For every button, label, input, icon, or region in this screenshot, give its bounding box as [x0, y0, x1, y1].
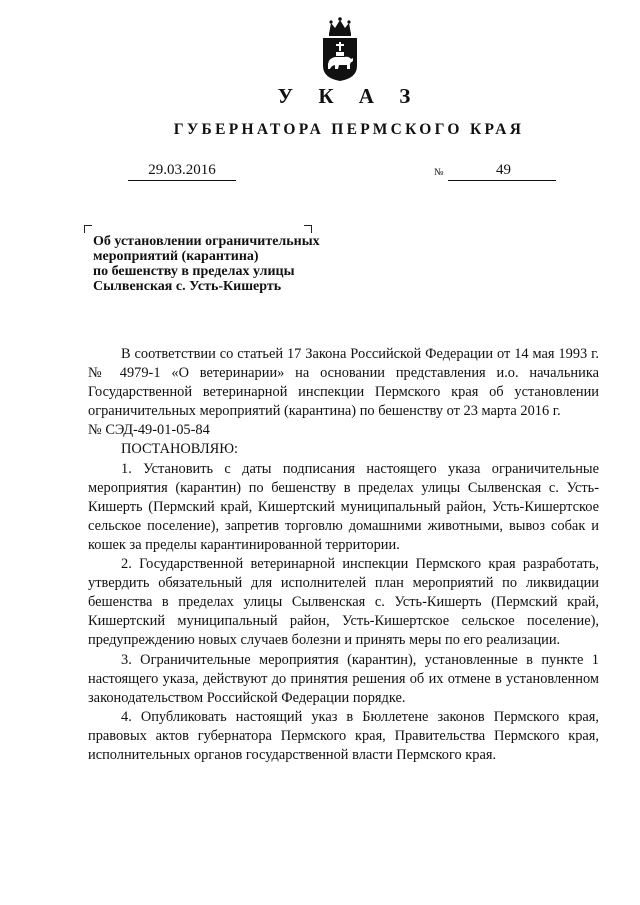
document-type-title: У К А З [277, 84, 421, 108]
issuer-subtitle: ГУБЕРНАТОРА ПЕРМСКОГО КРАЯ [173, 121, 525, 138]
decree-word: ПОСТАНОВЛЯЮ: [121, 441, 239, 458]
decree-item-1: 1. Установить с даты подписания настоящего указа ограничительные мероприятия (карантин) по бешенству в пределах улицы Сылвенская с. Усть-Кишерть (Пермский край, Кишертский муниципальный район, Усть-Кишертское сельское поселение), запретив торговлю домашними животными, вывоз собак и кошек за пределы карантинированной территории. [88, 460, 599, 553]
document-body [88, 345, 599, 765]
document-subject [93, 234, 320, 294]
subject-line: Об установлении ограничительных [93, 234, 320, 249]
document-date: 29.03.2016 [128, 161, 236, 181]
subject-corner-left [84, 225, 92, 233]
decree-item-2: 2. Государственной ветеринарной инспекции Пермского края разработать, утвердить обязательный для исполнителей план мероприятий по ликвидации бешенства в пределах улицы Сылвенская с. Усть-Кишерть (Пермский край, Кишертский муниципальный район, Усть-Кишертское сельское поселение), предупреждению новых случаев болезни и принять меры по его реализации. [88, 556, 599, 649]
subject-corner-right [304, 225, 312, 233]
subject-line: по бешенству в пределах улицы [93, 264, 295, 279]
subject-line: мероприятий (карантина) [93, 249, 259, 264]
number-sign: № [434, 167, 444, 178]
document-number: 49 [448, 161, 556, 181]
decree-item-4: 4. Опубликовать настоящий указ в Бюллетене законов Пермского края, правовых актов губернатора Пермского края, Правительства Пермского края, исполнительных органов государственной власти Пермского края. [88, 708, 599, 763]
perm-krai-coat-of-arms-icon [319, 14, 361, 82]
preamble-reference: № СЭД-49-01-05-84 [88, 422, 210, 439]
subject-line: Сылвенская с. Усть-Кишерть [93, 279, 282, 294]
decree-item-3: 3. Ограничительные мероприятия (карантин), установленные в пункте 1 настоящего указа, действуют до принятия решения об их отмене в установленном законодательством Российской Федерации порядке. [88, 651, 599, 706]
preamble-paragraph: В соответствии со статьей 17 Закона Российской Федерации от 14 мая 1993 г. № 4979-1 «О ветеринарии» на основании представления и.о. начальника Государственной ветеринарной инспекции Пермского края об установлении ограничительных мероприятий (карантина) по бешенству от 23 марта 2016 г. [88, 346, 599, 420]
